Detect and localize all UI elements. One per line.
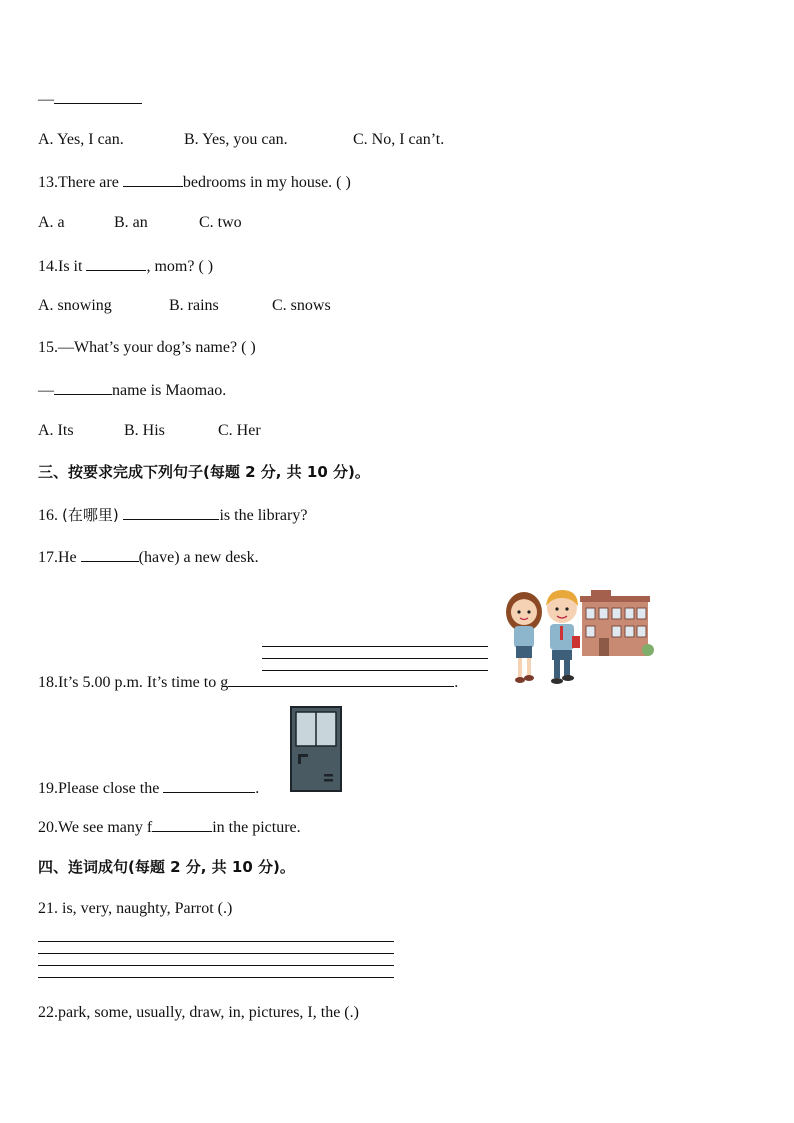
option-b[interactable]: B. rains xyxy=(169,297,219,314)
q16-text-after: is the library? xyxy=(219,507,308,524)
school-building-icon xyxy=(580,590,654,656)
writing-line[interactable] xyxy=(38,941,394,942)
question-19 xyxy=(38,777,259,799)
answer-blank[interactable] xyxy=(152,816,212,832)
q15-text: 15.—What’s your dog’s name? ( ) xyxy=(38,339,256,356)
answer-blank[interactable] xyxy=(81,546,139,562)
q20-text-before: 20.We see many f xyxy=(38,819,153,836)
option-c[interactable]: C. two xyxy=(199,214,242,231)
q14-options xyxy=(38,296,331,316)
q16-hint: (在哪里) xyxy=(62,506,124,524)
option-c[interactable]: C. Her xyxy=(218,422,261,439)
answer-blank[interactable] xyxy=(54,88,142,104)
writing-line[interactable] xyxy=(38,965,394,966)
q15-options xyxy=(38,421,261,441)
answer-blank[interactable] xyxy=(228,671,454,687)
section-3-title: 三、按要求完成下列句子(每题 2 分, 共 10 分)。 xyxy=(38,463,370,481)
q17-text-before: 17.He xyxy=(38,549,81,566)
q13-options xyxy=(38,213,242,233)
q18-text: 18.It’s 5.00 p.m. It’s time to g xyxy=(38,674,229,691)
option-b[interactable]: B. an xyxy=(114,214,148,231)
option-b[interactable]: B. Yes, you can. xyxy=(184,131,288,148)
option-a[interactable]: A. snowing xyxy=(38,297,112,314)
question-14 xyxy=(38,255,213,277)
girl-icon xyxy=(506,592,542,683)
answer-blank[interactable] xyxy=(163,777,255,793)
option-a[interactable]: A. a xyxy=(38,214,65,231)
question-21: 21. is, very, naughty, Parrot (.) xyxy=(38,900,233,917)
question-22: 22.park, some, usually, draw, in, pictures, I, the (.) xyxy=(38,1004,359,1021)
question-15 xyxy=(38,338,256,358)
dash: — xyxy=(38,382,54,399)
kids-school-illustration xyxy=(496,586,656,688)
option-b[interactable]: B. His xyxy=(124,422,165,439)
boy-icon xyxy=(546,590,580,684)
option-a[interactable]: A. Yes, I can. xyxy=(38,131,124,148)
writing-line xyxy=(262,646,488,647)
answer-blank[interactable] xyxy=(86,255,146,271)
question-20 xyxy=(38,816,301,838)
q16-number: 16. xyxy=(38,507,62,524)
door-icon xyxy=(290,706,342,792)
q12-answer-line xyxy=(38,88,142,110)
q15-text-after: name is Maomao. xyxy=(112,382,227,399)
question-18 xyxy=(38,671,458,693)
option-c[interactable]: C. snows xyxy=(272,297,331,314)
answer-blank[interactable] xyxy=(123,171,183,187)
q14-text-after: , mom? ( ) xyxy=(146,258,214,275)
section-4-title: 四、连词成句(每题 2 分, 共 10 分)。 xyxy=(38,858,295,876)
question-16 xyxy=(38,504,307,526)
q17-text-after: (have) a new desk. xyxy=(138,549,259,566)
q19-end: . xyxy=(255,780,260,797)
q12-options xyxy=(38,130,444,150)
option-a[interactable]: A. Its xyxy=(38,422,74,439)
q18-end: . xyxy=(454,674,459,691)
question-17 xyxy=(38,546,259,568)
answer-blank[interactable] xyxy=(123,504,219,520)
answer-blank[interactable] xyxy=(54,379,112,395)
q19-text-before: 19.Please close the xyxy=(38,780,164,797)
writing-line xyxy=(262,658,488,659)
dash: — xyxy=(38,91,54,108)
q15-answer-line xyxy=(38,379,226,401)
option-c[interactable]: C. No, I can’t. xyxy=(353,131,445,148)
q13-text-after: bedrooms in my house. ( ) xyxy=(182,174,351,191)
q14-text-before: 14.Is it xyxy=(38,258,87,275)
writing-line[interactable] xyxy=(38,977,394,978)
question-13 xyxy=(38,171,351,193)
q20-text-after: in the picture. xyxy=(212,819,301,836)
writing-line[interactable] xyxy=(38,953,394,954)
q13-text-before: 13.There are xyxy=(38,174,123,191)
